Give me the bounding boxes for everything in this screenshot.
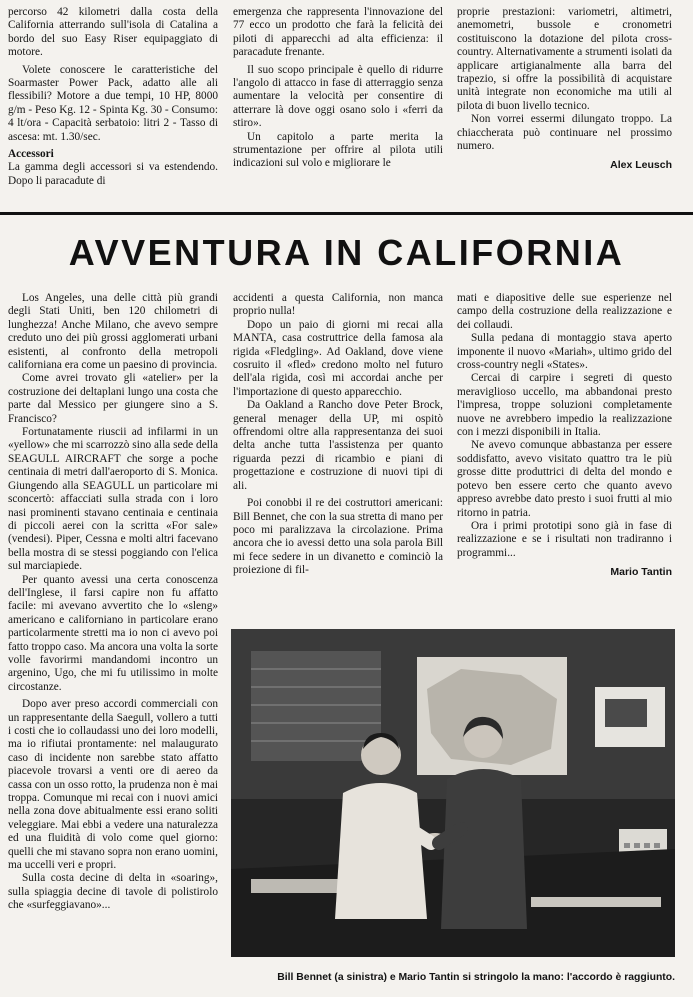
paragraph: Cercai di carpire i segreti di questo meraviglioso uccello, ma abbandonai presto l'impresa, troppe soluzioni completamente nuove ne avrebbero impedio la realizzazione con i mezzi disponibili in Italia. — [457, 372, 672, 439]
paragraph: emergenza che rappresenta l'innovazione del 77 ecco un prodotto che farà la felicità dei piloti di apparecchi ad alta efficienza: il paracadute frenante. — [233, 6, 443, 59]
author-signature: Alex Leusch — [610, 159, 672, 172]
paragraph: percorso 42 kilometri dalla costa della California atterrando sull'isola di Catalina a bordo del suo Easy Riser equipaggiato di motore. — [8, 6, 218, 59]
article-title: AVVENTURA IN CALIFORNIA — [68, 232, 625, 273]
paragraph: proprie prestazioni: variometri, altimetri, anemometri, bussole e cronometri costituiscono la dotazione del pilota cross-country. Alternativamente a strumenti isolati da applicare artigianalmente alla barra del trapezio, si offre la possibilità di acquistare unità integrate non economiche ma utili al pilota di buon livello tecnico. — [457, 6, 672, 112]
paragraph: accidenti a questa California, non manca proprio nulla! — [233, 292, 443, 318]
paragraph: Il suo scopo principale è quello di ridurre l'angolo di attacco in fase di atterraggio senza aumentare la velocità per consentire di atterrare là dove oggi osano solo i «ferri da stiro». — [233, 63, 443, 130]
paragraph: Fortunatamente riuscii ad infilarmi in un «yellow» che mi scarrozzò sino alla sede della SEAGULL AIRCRAFT che sorge a poche centinaia di metri dall'aeroporto di S. Monica. Giungendo alla SEAGULL un particolare mi sconcertò: affacciati sulla strada con i loro nasi prominenti stavano centinaia e centinaia di piccoli aerei con la scritta «For sale» (vendesi). Piper, Cessna e molti altri facevano bella mostra di se stessi poggiando con l'elica sul marciapiede. — [8, 426, 218, 573]
photo-illustration — [231, 629, 675, 957]
paragraph: Ora i primi prototipi sono già in fase di realizzazione e se i risultati non tradiranno i programmi... — [457, 519, 672, 559]
paragraph: Per quanto avessi una certa conoscenza dell'Inglese, il farsi capire non fu affatto facile: mi avevano avvertito che lo «sleng» americano e californiano in particolare erano particolarmente stretti ma io non ci avevo poi fatto troppo caso. Ma ancora una volta la sorte volle favorirmi mandandomi incontro un argenino, Ugo, che mi fu utilissimo in molte circostanze. — [8, 573, 218, 693]
article-column-3 — [457, 292, 672, 580]
top-column-1 — [8, 6, 218, 188]
section-divider — [0, 212, 693, 215]
paragraph: Dopo un paio di giorni mi recai alla MANTA, casa costruttrice della famosa ala rigida «Fledgling». Ad Oakland, dove viene cosruito il «fled» credono molto nel futuro dell'ala rigida, così mi accordai anche per l'importazione di questo apparecchio. — [233, 318, 443, 398]
paragraph: La gamma degli accessori si va estendendo. Dopo li paracadute di — [8, 161, 218, 187]
paragraph: Un capitolo a parte merita la strumentazione per offrire al pilota utili indicazioni sul volo e migliorare le — [233, 130, 443, 170]
photo-caption: Bill Bennet (a sinistra) e Mario Tantin si stringolo la mano: l'accordo è raggiunto. — [277, 972, 675, 983]
article-photo — [231, 629, 675, 957]
paragraph: mati e diapositive delle sue esperienze nel campo della costruzione della realizzazione e dei collaudi. — [457, 292, 672, 331]
paragraph: Sulla costa decine di delta in «soaring», sulla spiaggia decine di tavole di polistirolo che «surfeggiavano»... — [8, 872, 218, 912]
paragraph: Los Angeles, una delle città più grandi degli Stati Uniti, ben 120 chilometri di lunghezza! Anche Milano, che avevo sempre creduto uno dei più grossi agglomerati urbani esistenti, al confronto della metropoli californiana era come un paesino di provincia. — [8, 292, 218, 372]
top-column-2 — [233, 6, 443, 171]
paragraph: Poi conobbi il re dei costruttori americani: Bill Bennet, che con la sua stretta di mano per poco mi paralizzava la circolazione. Prima ancora che io avessi detto una sola parola Bill mi fece sedere in un divanetto e cominciò la proiezione di fil- — [233, 497, 443, 577]
top-column-3 — [457, 6, 672, 173]
paragraph: Da Oakland a Rancho dove Peter Brock, general menager della UP, mi ospitò offrendomi oltre alla rappresentanza dei suoi delta anche tutta l'assistenza per quanto riguarda pezzi di ricambio e piani di progettazione e costruzione di nuovi tipi di ali. — [233, 399, 443, 492]
paragraph: Come avrei trovato gli «atelier» per la costruzione dei deltaplani lungo una costa che parte dal Messico per giungere sino a S. Francisco? — [8, 372, 218, 425]
author-signature: Mario Tantin — [610, 566, 672, 579]
article-column-1 — [8, 292, 218, 913]
paragraph: Sulla pedana di montaggio stava aperto imponente il nuovo «Mariah», ultimo grido del cross-country negli «States». — [457, 332, 672, 372]
article-column-2 — [233, 292, 443, 578]
paragraph: Volete conoscere le caratteristiche del Soarmaster Power Pack, adatto alle ali flessibili? Motore a due tempi, 10 HP, 8000 g/m - Peso Kg. 12 - Spinta Kg. 30 - Consumo: 4 lt/ora - Capacità serbatoio: litri 2 - Tasso di ascesa: mt. 1.30/sec. — [8, 63, 218, 143]
paragraph: Dopo aver preso accordi commerciali con un rappresentante della Saegull, vollero a tutti i costi che io collaudassi uno dei loro modelli, ma io rifiutai prontamente: nel malaugurato caso di incidente non sarebbe stato affatto piacevole trovarsi a venti ore di aereo da cassa con un osso rotto, la prudenza non è mai troppa. Comunque mi recai con i nuovi amici nella zona dove abitualmente essi erano soliti veleggiare. Mai ebbi a vedere una naturalezza ed una fluidità di volo come quel giorno: quelli che mi stavano sopra non erano uomini, ma uccelli veri e propri. — [8, 698, 218, 872]
paragraph: Ne avevo comunque abbastanza per essere soddisfatto, avevo visitato quattro tra le più grosse ditte produttrici di delta del mondo e potevo ben essere certo che quanto avevo appreso avrebbe dato presto i suoi frutti al mio ritorno in patria. — [457, 439, 672, 519]
paragraph: Non vorrei essermi dilungato troppo. La chiaccherata può continuare nel prossimo numero. — [457, 113, 672, 153]
section-heading: Accessori — [8, 148, 54, 161]
